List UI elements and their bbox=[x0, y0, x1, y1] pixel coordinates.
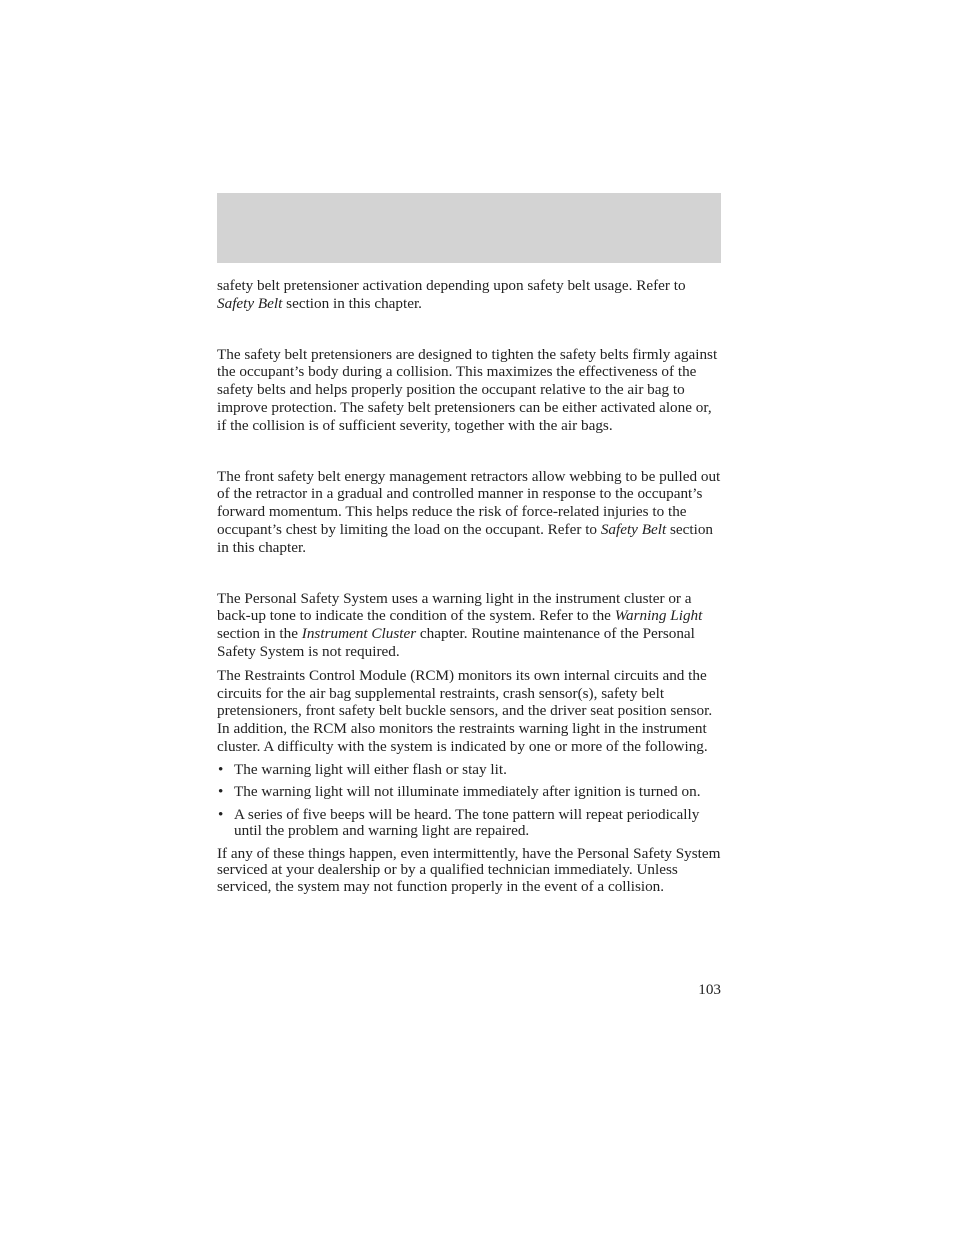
symptom-list bbox=[217, 762, 723, 840]
rcm-paragraph: The Restraints Control Module (RCM) monitors its own internal circuits and the circuits for the air bag supplemental restraints, crash sensor(s), safety belt pretensioners, front safety belt buckle sensors, and the driver seat position sensor. In addition, the RCM also monitors the restraints warning light in the instrument cluster. A difficulty with the system is indicated by one or more of the following. bbox=[217, 666, 713, 755]
retractors-safety-belt-reference: Safety Belt bbox=[600, 520, 667, 538]
bullet-icon: • bbox=[218, 805, 224, 823]
intro-safety-belt-reference: Safety Belt bbox=[217, 294, 283, 312]
section-header-band bbox=[217, 193, 721, 263]
list-item-text: The warning light will not illuminate immediately after ignition is turned on. bbox=[234, 783, 701, 801]
intro-text-b: section in this chapter. bbox=[282, 294, 422, 312]
page-number: 103 bbox=[698, 981, 721, 998]
retractors-text-b: section in this chapter. bbox=[217, 520, 714, 556]
list-item bbox=[217, 807, 723, 840]
service-advice-paragraph: If any of these things happen, even intermittently, have the Personal Safety System serviced at your dealership or by a qualified technician immediately. Unless serviced, the system may not function properly in the event of a collision. bbox=[217, 844, 721, 895]
list-item-text: The warning light will either flash or stay lit. bbox=[234, 760, 507, 778]
list-item-text: A series of five beeps will be heard. The tone pattern will repeat periodically until the problem and warning light are repaired. bbox=[234, 805, 700, 840]
bullet-icon: • bbox=[218, 760, 224, 778]
instrument-cluster-reference: Instrument Cluster bbox=[301, 625, 417, 643]
retractors-paragraph bbox=[217, 468, 723, 557]
psys-text-a: The Personal Safety System uses a warning light in the instrument cluster or a back-up tone to indicate the condition of the system. Refer to the bbox=[217, 589, 692, 625]
personal-safety-system-paragraph bbox=[217, 590, 723, 661]
intro-paragraph bbox=[217, 277, 723, 313]
intro-text-a: safety belt pretensioner activation depending upon safety belt usage. Refer to bbox=[217, 277, 686, 294]
retractors-text-a: The front safety belt energy management retractors allow webbing to be pulled out of the retractor in a gradual and controlled manner in response to the occupant’s forward momentum. This helps reduce the risk of force-related injuries to the occupant’s chest by limiting the load on the occupant. Refer to bbox=[217, 467, 721, 538]
list-item bbox=[217, 762, 723, 779]
warning-light-reference: Warning Light bbox=[614, 607, 703, 625]
list-item bbox=[217, 784, 723, 801]
bullet-icon: • bbox=[218, 783, 224, 801]
psys-text-b: section in the bbox=[217, 625, 302, 643]
page-body bbox=[217, 277, 723, 895]
pretensioners-paragraph: The safety belt pretensioners are designed to tighten the safety belts firmly against the occupant’s body during a collision. This maximizes the effectiveness of the safety belts and helps properly position the occupant relative to the air bag to improve protection. The safety belt pretensioners can be either activated alone or, if the collision is of sufficient severity, together with the air bags. bbox=[217, 345, 718, 434]
psys-text-c: chapter. Routine maintenance of the Personal Safety System is not required. bbox=[217, 625, 695, 660]
